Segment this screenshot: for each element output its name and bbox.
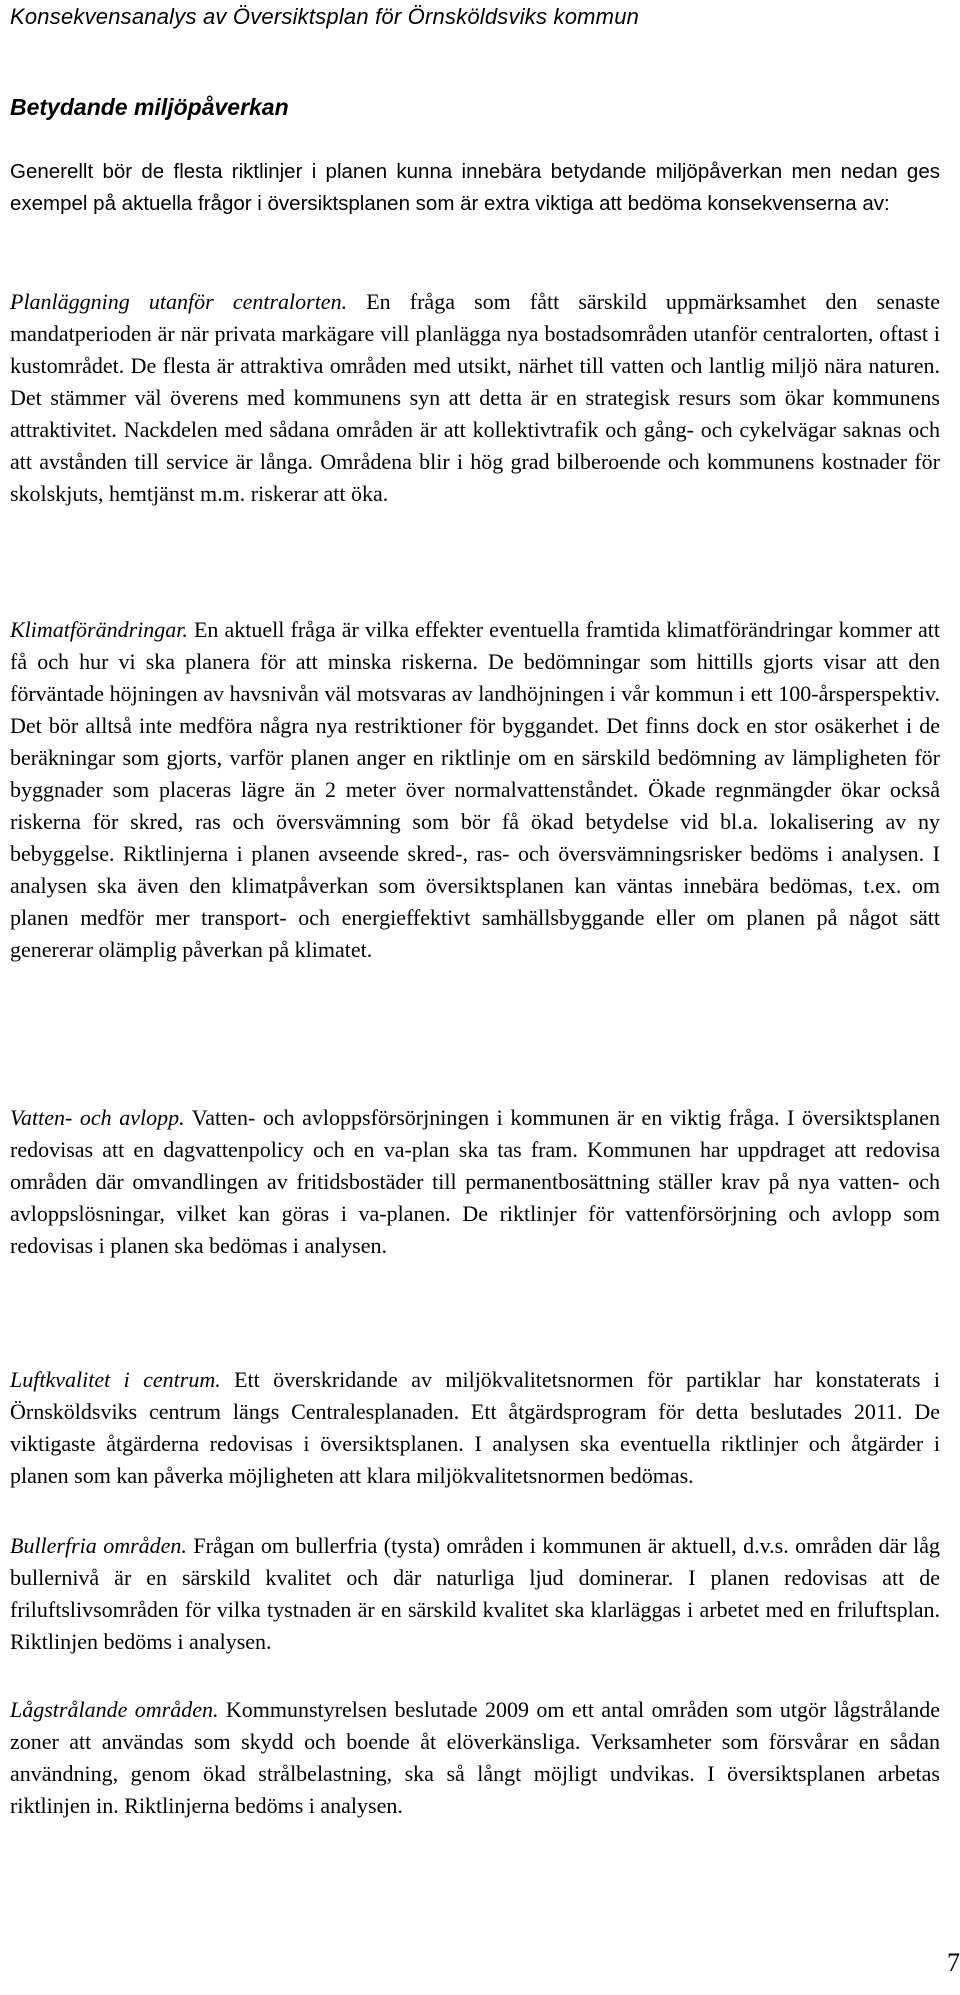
paragraph-lead: Vatten- och avlopp. [10,1105,185,1130]
paragraph-lead: Klimatförändringar. [10,617,188,642]
paragraph-text: Kommunstyrelsen beslutade 2009 om ett antal områden som utgör lågstrålande zoner att användas som skydd och boende åt elöverkänsliga. Verksamheter som försvårar en sådan användning, genom ökad strålbelastning, ska så långt möjligt undvikas. I översiktsplanen arbetas riktlinjen in. Riktlinjerna bedöms i analysen. [10,1697,941,1818]
paragraph-lead: Bullerfria områden. [10,1533,187,1558]
paragraph-lagstralande [10,1694,940,1822]
paragraph-text: Ett överskridande av miljökvalitetsnormen för partiklar har konstaterats i Örnsköldsviks centrum längs Centralesplanaden. Ett åtgärdsprogram för detta beslutades 2011. De viktigaste åtgärderna redovisas i översiktsplanen. I analysen ska eventuella riktlinjer och åtgärder i planen som kan påverka möjligheten att klara miljökvalitetsnormen bedömas. [10,1367,941,1488]
section-heading: Betydande miljöpåverkan [10,94,289,120]
paragraph-planlaggning [10,286,940,510]
paragraph-lead: Lågstrålande områden. [10,1697,219,1722]
paragraph-luftkvalitet [10,1364,940,1492]
paragraph-klimatforandringar [10,614,940,966]
paragraph-vatten-avlopp [10,1102,940,1262]
paragraph-text: Frågan om bullerfria (tysta) områden i kommunen är aktuell, d.v.s. områden där låg bullernivå är en särskild kvalitet och där naturliga ljud dominerar. I planen redovisas att de friluftslivsområden för vilka tystnaden är en särskild kvalitet ska klarläggas i arbetet med en friluftsplan. Riktlinjen bedöms i analysen. [10,1533,940,1654]
paragraph-text: En fråga som fått särskild uppmärksamhet den senaste mandatperioden är när privata markägare vill planlägga nya bostadsområden utanför centralorten, oftast i kustområdet. De flesta är attraktiva områden med utsikt, närhet till vatten och lantlig miljö nära naturen. Det stämmer väl överens med kommunens syn att detta är en strategisk resurs som ökar kommunens attraktivitet. Nackdelen med sådana områden är att kollektivtrafik och gång- och cykelvägar saknas och att avstånden till service är långa. Områdena blir i hög grad bilberoende och kommunens kostnader för skolskjuts, hemtjänst m.m. riskerar att öka. [10,289,940,506]
running-header: Konsekvensanalys av Översiktsplan för Örnsköldsviks kommun [10,4,640,29]
paragraph-lead: Planläggning utanför centralorten. [10,289,348,314]
paragraph-bullerfria [10,1530,940,1658]
page-number: 7 [947,1948,960,1977]
paragraph-text: En aktuell fråga är vilka effekter eventuella framtida klimatförändringar kommer att få och hur vi ska planera för att minska riskerna. De bedömningar som hittills gjorts visar att den förväntade höjningen av havsnivån väl motsvaras av landhöjningen i vår kommun i ett 100-årsperspektiv. Det bör alltså inte medföra några nya restriktioner för byggandet. Det finns dock en stor osäkerhet i de beräkningar som gjorts, varför planen anger en riktlinje om en särskild bedömning av lämpligheten för byggnader som placeras lägre än 2 meter över normalvattenståndet. Ökade regnmängder ökar också riskerna för skred, ras och översvämning som bör få ökad betydelse vid bl.a. lokalisering av ny bebyggelse. Riktlinjerna i planen avseende skred-, ras- och översvämningsrisker bedöms i analysen. I analysen ska även den klimatpåverkan som översiktsplanen kan väntas innebära bedömas, t.ex. om planen medför mer transport- och energieffektivt samhällsbyggande eller om planen på något sätt genererar olämplig påverkan på klimatet. [10,617,940,962]
paragraph-text: Vatten- och avloppsförsörjningen i kommunen är en viktig fråga. I översiktsplanen redovisas att en dagvattenpolicy och en va-plan ska tas fram. Kommunen har uppdraget att redovisa områden där omvandlingen av fritidsbostäder till permanentbosättning ställer krav på nya vatten- och avloppslösningar, vilket kan göras i va-planen. De riktlinjer för vattenförsörjning och avlopp som redovisas i planen ska bedömas i analysen. [10,1105,940,1258]
paragraph-lead: Luftkvalitet i centrum. [10,1367,221,1392]
intro-paragraph: Generellt bör de flesta riktlinjer i planen kunna innebära betydande miljöpåverkan men nedan ges exempel på aktuella frågor i översiktsplanen som är extra viktiga att bedöma konsekvenserna av: [10,160,940,215]
